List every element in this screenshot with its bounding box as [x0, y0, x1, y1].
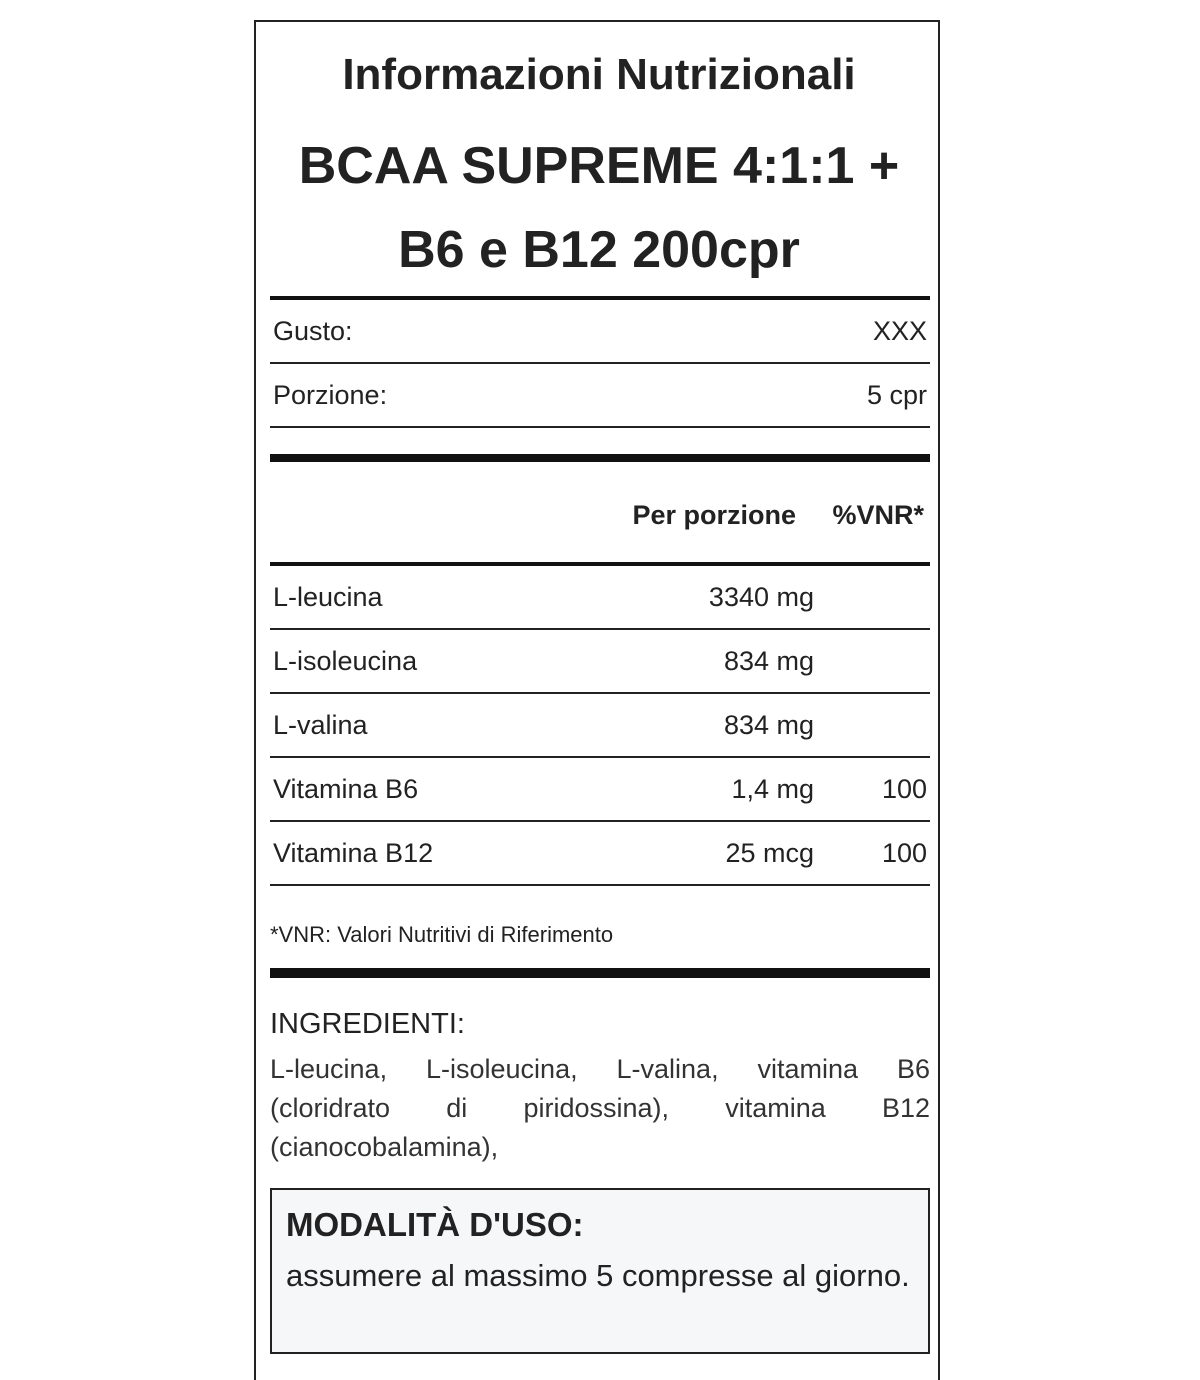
info-value: XXX: [872, 316, 927, 346]
nutrient-amount: 834 mg: [723, 646, 814, 676]
table-row: [270, 758, 930, 822]
nutrition-label: [254, 20, 940, 1380]
nutrient-name: L-valina: [273, 710, 368, 740]
product-name-line-2: B6 e B12 200cpr: [398, 221, 800, 279]
info-value: 5 cpr: [866, 380, 927, 410]
info-row-serving: [270, 364, 930, 428]
nutrient-name: Vitamina B6: [273, 774, 419, 804]
table-row: [270, 694, 930, 758]
column-header-vnr: %VNR*: [832, 500, 924, 530]
nutrient-vnr: 100: [881, 838, 927, 868]
product-name-line-1: BCAA SUPREME 4:1:1 +: [298, 137, 900, 195]
nutrient-name: L-leucina: [273, 582, 383, 612]
usage-box: [270, 1188, 930, 1354]
info-label: Gusto:: [273, 316, 353, 346]
info-row-flavor: [270, 300, 930, 364]
nutrient-amount: 25 mcg: [725, 838, 814, 868]
usage-title: MODALITÀ D'USO:: [286, 1206, 584, 1243]
table-row: [270, 630, 930, 694]
table-row: [270, 566, 930, 630]
divider-heavy: [270, 454, 930, 462]
vnr-footnote: *VNR: Valori Nutritivi di Riferimento: [270, 922, 614, 947]
nutrient-name: L-isoleucina: [273, 646, 418, 676]
label-title: Informazioni Nutrizionali: [342, 50, 856, 99]
info-label: Porzione:: [273, 380, 388, 410]
ingredients-title: INGREDIENTI:: [270, 1008, 465, 1040]
nutrient-amount: 3340 mg: [708, 582, 814, 612]
nutrient-amount: 1,4 mg: [731, 774, 814, 804]
ingredients-text: L-leucina, L-isoleucina, L-valina, vitamina B6 (cloridrato di piridossina), vitamina B12 (cianocobalamina),: [270, 1054, 930, 1162]
column-header-per-portion: Per porzione: [632, 500, 796, 530]
product-name: [256, 124, 942, 292]
divider-heavy: [270, 968, 930, 978]
nutrient-amount: 834 mg: [723, 710, 814, 740]
table-row: [270, 822, 930, 886]
nutrient-name: Vitamina B12: [273, 838, 434, 868]
usage-text: assumere al massimo 5 compresse al giorno.: [286, 1258, 910, 1293]
nutrient-vnr: 100: [881, 774, 927, 804]
